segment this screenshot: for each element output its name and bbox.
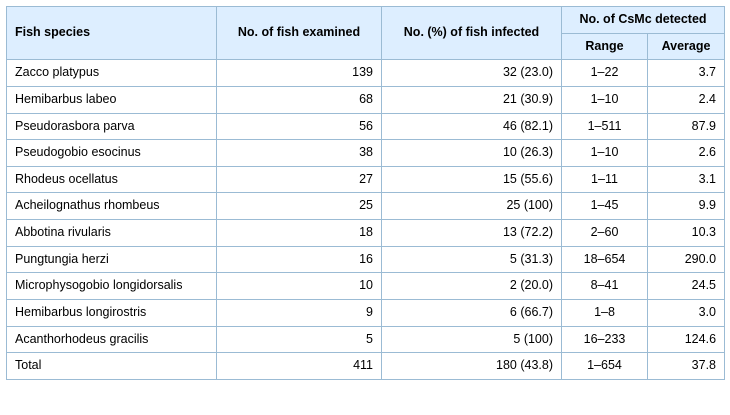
cell-average: 37.8: [648, 353, 725, 380]
table-row: [7, 60, 725, 87]
table-row: [7, 166, 725, 193]
column-header-average: Average: [648, 33, 725, 60]
cell-range: 2–60: [562, 220, 648, 247]
cell-range: 1–8: [562, 299, 648, 326]
cell-examined: 10: [217, 273, 382, 300]
cell-infected: 6 (66.7): [382, 299, 562, 326]
table-row: [7, 273, 725, 300]
cell-species: Abbotina rivularis: [7, 220, 217, 247]
cell-infected: 25 (100): [382, 193, 562, 220]
cell-average: 9.9: [648, 193, 725, 220]
cell-species: Microphysogobio longidorsalis: [7, 273, 217, 300]
cell-infected: 15 (55.6): [382, 166, 562, 193]
cell-range: 1–511: [562, 113, 648, 140]
table-row: [7, 299, 725, 326]
cell-species: Acanthorhodeus gracilis: [7, 326, 217, 353]
cell-examined: 9: [217, 299, 382, 326]
cell-species: Rhodeus ocellatus: [7, 166, 217, 193]
cell-infected: 2 (20.0): [382, 273, 562, 300]
cell-species: Total: [7, 353, 217, 380]
cell-examined: 5: [217, 326, 382, 353]
cell-average: 3.1: [648, 166, 725, 193]
cell-infected: 13 (72.2): [382, 220, 562, 247]
cell-examined: 27: [217, 166, 382, 193]
cell-average: 24.5: [648, 273, 725, 300]
table-row: [7, 246, 725, 273]
cell-range: 8–41: [562, 273, 648, 300]
cell-examined: 68: [217, 86, 382, 113]
cell-infected: 5 (31.3): [382, 246, 562, 273]
column-header-range: Range: [562, 33, 648, 60]
cell-range: 1–45: [562, 193, 648, 220]
cell-infected: 5 (100): [382, 326, 562, 353]
cell-average: 10.3: [648, 220, 725, 247]
cell-range: 18–654: [562, 246, 648, 273]
table-row: [7, 113, 725, 140]
column-header-csmc-group: No. of CsMc detected: [562, 7, 725, 34]
cell-species: Pseudorasbora parva: [7, 113, 217, 140]
column-header-infected: No. (%) of fish infected: [382, 7, 562, 60]
table-row: [7, 86, 725, 113]
cell-average: 3.7: [648, 60, 725, 87]
cell-species: Acheilognathus rhombeus: [7, 193, 217, 220]
cell-infected: 32 (23.0): [382, 60, 562, 87]
cell-average: 87.9: [648, 113, 725, 140]
cell-infected: 21 (30.9): [382, 86, 562, 113]
cell-average: 3.0: [648, 299, 725, 326]
cell-range: 1–11: [562, 166, 648, 193]
cell-species: Hemibarbus longirostris: [7, 299, 217, 326]
table-body: [7, 60, 725, 380]
cell-average: 2.6: [648, 140, 725, 167]
table-header: [7, 7, 725, 60]
table-row: [7, 353, 725, 380]
cell-average: 124.6: [648, 326, 725, 353]
cell-examined: 38: [217, 140, 382, 167]
cell-range: 1–22: [562, 60, 648, 87]
cell-infected: 10 (26.3): [382, 140, 562, 167]
cell-infected: 46 (82.1): [382, 113, 562, 140]
cell-range: 1–654: [562, 353, 648, 380]
cell-examined: 56: [217, 113, 382, 140]
column-header-examined: No. of fish examined: [217, 7, 382, 60]
cell-range: 1–10: [562, 140, 648, 167]
cell-average: 290.0: [648, 246, 725, 273]
cell-examined: 411: [217, 353, 382, 380]
cell-examined: 16: [217, 246, 382, 273]
table-row: [7, 220, 725, 247]
table-row: [7, 193, 725, 220]
column-header-species: Fish species: [7, 7, 217, 60]
cell-range: 1–10: [562, 86, 648, 113]
table-row: [7, 140, 725, 167]
header-row-primary: [7, 7, 725, 34]
cell-species: Pungtungia herzi: [7, 246, 217, 273]
cell-examined: 139: [217, 60, 382, 87]
cell-species: Zacco platypus: [7, 60, 217, 87]
cell-examined: 25: [217, 193, 382, 220]
cell-infected: 180 (43.8): [382, 353, 562, 380]
cell-average: 2.4: [648, 86, 725, 113]
cell-species: Hemibarbus labeo: [7, 86, 217, 113]
cell-examined: 18: [217, 220, 382, 247]
cell-species: Pseudogobio esocinus: [7, 140, 217, 167]
cell-range: 16–233: [562, 326, 648, 353]
fish-species-table: [6, 6, 725, 380]
table-row: [7, 326, 725, 353]
